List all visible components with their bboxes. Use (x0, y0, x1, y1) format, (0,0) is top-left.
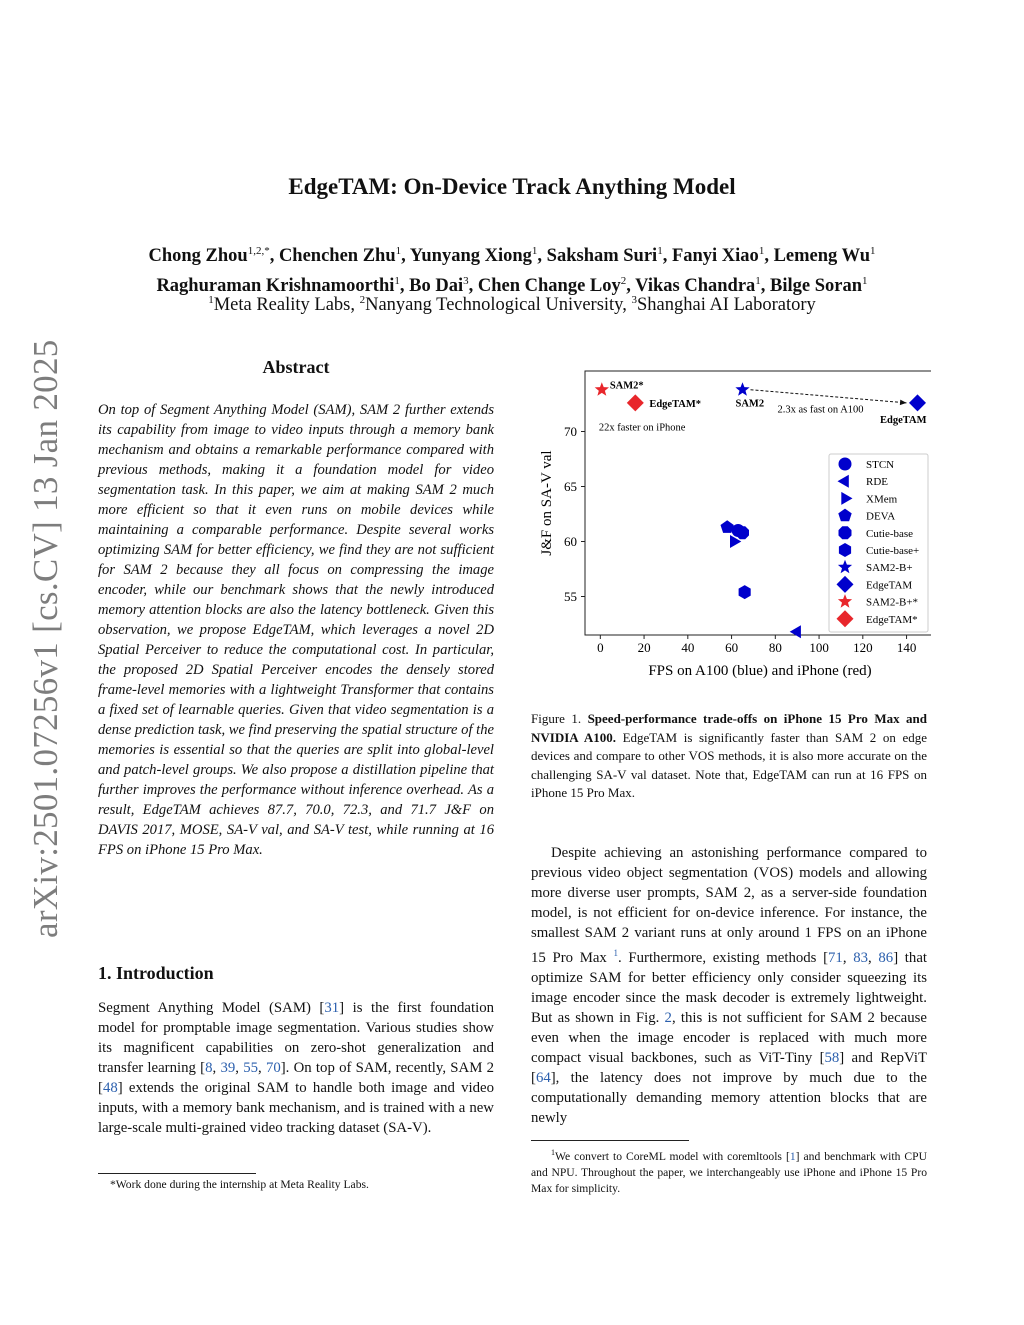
annotation-edgetam-blue: EdgeTAM (880, 414, 927, 426)
author-affil-mark: 1 (657, 245, 663, 257)
x-tick-label: 100 (809, 640, 829, 655)
point-rde (790, 625, 801, 638)
body-text: ] and RepViT [ (531, 1049, 927, 1086)
intro-text: Segment Anything Model (SAM) [ (98, 1000, 325, 1016)
citation-link[interactable]: 8 (205, 1060, 213, 1076)
author-affil-mark: 1 (870, 245, 876, 257)
citation-link[interactable]: 48 (102, 1080, 118, 1096)
author: Bo Dai (409, 276, 464, 297)
annotation-speedup-a100: 2.3x as fast on A100 (777, 404, 864, 416)
y-axis-label: J&F on SA-V val (539, 450, 555, 556)
author-affil-mark: 1 (755, 275, 761, 288)
citation-link[interactable]: 64 (535, 1069, 551, 1086)
point-sam2-b-plus-star (595, 382, 609, 396)
affiliation: Meta Reality Labs (213, 295, 351, 316)
legend-label: SAM2-B+* (866, 596, 919, 609)
y-tick-label: 65 (564, 479, 577, 494)
point-edgetam (909, 394, 926, 411)
legend-marker (839, 526, 852, 539)
legend-label: Cutie-base (866, 527, 914, 540)
citation-link[interactable]: 86 (878, 949, 894, 966)
citation-link[interactable]: 83 (853, 949, 869, 966)
body-text: ], the latency does not improve by much due to the computationally demanding memory attention blocks that are newly (531, 1069, 927, 1126)
paper-title: EdgeTAM: On-Device Track Anything Model (288, 174, 736, 199)
intro-text: ]. On top of SAM, recently, SAM 2 [ (98, 1060, 495, 1096)
legend-label: EdgeTAM* (866, 613, 918, 626)
x-tick-label: 140 (896, 640, 917, 655)
legend-label: RDE (866, 476, 888, 489)
author-affil-mark: 1 (862, 275, 868, 288)
author: Bilge Soran (770, 276, 863, 297)
point-edgetam-star (627, 394, 644, 411)
y-tick-label: 70 (564, 424, 577, 439)
citation-link[interactable]: 58 (824, 1049, 840, 1066)
speedup-arrow-a100 (751, 390, 907, 403)
author: Chong Zhou (148, 246, 248, 267)
intro-text: ] extends the original SAM to handle both image and video inputs, with a memory bank mechanism, and is trained with a new large-scale multi-grained video tracking dataset (SA-V). (98, 1080, 494, 1136)
abstract-text: On top of Segment Anything Model (SAM), SAM 2 further extends its capability from image to video inputs through a memory bank mechanism and obtains a remarkable performance compared with previous methods, making it a foundation model for video segmentation task. In this paper, we aim at making SAM 2 much more efficient so that it even runs on mobile devices while maintaining a comparable performance. Despite several works optimizing SAM for better efficiency, we find they are not sufficient for SAM 2 because they all focus on compressing the image encoder, while our benchmark shows that the newly introduced memory attention blocks are also the latency bottleneck. Given this observation, we propose EdgeTAM, which leverages a novel 2D Spatial Perceiver to reduce the computational cost. In particular, the proposed 2D Spatial Perceiver encodes the densely stored frame-level memories with a lightweight Transformer that contains a fixed set of learnable queries. Given that video segmentation is a dense prediction task, we find preserving the spatial structure of the memories is essential so that the queries are split into global-level and patch-level groups. We also propose a distillation pipeline that further improves the performance without inference overhead. As a result, EdgeTAM achieves 87.7, 70.0, 72.3, and 71.7 J&F on DAVIS 2017, MOSE, SA-V val, and SA-V test, while running at 16 FPS on iPhone 15 Pro Max. (98, 402, 494, 858)
speed-performance-chart (531, 362, 931, 682)
annotation-speedup-iphone: 22x faster on iPhone (598, 422, 686, 434)
author-affil-mark: 1 (395, 245, 402, 257)
point-cutie-base (736, 526, 749, 539)
legend-label: SAM2-B+ (866, 562, 913, 575)
footnote-rule (98, 1173, 256, 1174)
body-text: ] that optimize SAM for better efficiency only consider squeezing its image encoder since the mask decoder is extremely lightweight. But as shown in Fig. (531, 949, 927, 1026)
legend-label: EdgeTAM (866, 579, 913, 592)
author: Saksham Suri (546, 246, 658, 267)
x-tick-label: 120 (853, 640, 873, 655)
body-text: . Furthermore, existing methods [ (618, 949, 829, 966)
author-affil-mark: 1 (531, 245, 538, 257)
y-tick-label: 55 (564, 589, 577, 604)
footnote-text: ] and benchmark with CPU and NPU. Throughout the paper, we interchangeably use iPhone and iPhone 15 Pro Max for simplicity. (531, 1149, 927, 1195)
body-text: , this is not sufficient for SAM 2 because even when the image encoder is replaced with much more compact visual backbones, such as ViT-Tiny [ (531, 1009, 927, 1066)
author-affil-mark: 1,2,* (247, 245, 270, 257)
point-sam2-b-plus (735, 382, 749, 396)
author-affil-mark: 3 (463, 275, 469, 288)
x-tick-label: 40 (681, 640, 695, 655)
affiliation: Shanghai AI Laboratory (636, 295, 816, 316)
affil-mark: 1 (208, 294, 214, 306)
body-text: Despite achieving an astonishing performance compared to previous video object segmentation (VOS) models and allowing more diverse user prompts, SAM 2, as a server-side foundation model, is not efficient for on-device inference. For instance, the smallest SAM 2 variant runs at only around 1 FPS on an iPhone 15 Pro Max (531, 845, 927, 966)
y-ticks (564, 424, 585, 604)
x-tick-label: 60 (725, 640, 739, 655)
author: Yunyang Xiong (409, 246, 532, 267)
x-tick-label: 80 (768, 640, 782, 655)
arxiv-stamp: arXiv:2501.07256v1 [cs.CV] 13 Jan 2025 (26, 339, 65, 938)
author-line-2: Raghuraman Krishnamoorthi$^1$, Bo Dai$^3$, Chen Change Loy$^2$, Vikas Chandra$^1$, Bilge Soran$^1$ (156, 275, 868, 297)
intro-paragraph: Segment Anything Model (SAM) [31] is the first foundation model for promptable image segmentation. Various studies show its magnificent capabilities on zero-shot generalization and transfer learning [8, 39, 55, 70]. On top of SAM, recently, SAM 2 [48] extends the original SAM to handle both image and video inputs, with a memory bank mechanism, and is trained with a new large-scale multi-grained video tracking dataset (SA-V). (98, 1000, 495, 1136)
x-tick-label: 20 (637, 640, 651, 655)
x-ticks (597, 635, 916, 655)
footnote-rule (531, 1140, 689, 1141)
figure-ref-link[interactable]: 2 (664, 1009, 672, 1026)
y-tick-label: 60 (564, 534, 577, 549)
citation-link[interactable]: 71 (828, 949, 843, 966)
legend-label: STCN (866, 459, 895, 471)
author: Vikas Chandra (635, 276, 756, 297)
footnote-right (531, 1145, 927, 1197)
author: Chenchen Zhu (278, 246, 396, 267)
annotation-edgetam-red: EdgeTAM* (649, 398, 702, 410)
author: Lemeng Wu (773, 246, 871, 267)
x-axis-label: FPS on A100 (blue) and iPhone (red) (648, 663, 872, 679)
figure-caption-bold: Speed-performance trade-offs on iPhone 15 Pro Max and NVIDIA A100. (531, 711, 927, 745)
figure-caption (531, 710, 927, 803)
footnote-mark: 1 (551, 1148, 555, 1157)
citation-link[interactable]: 55 (243, 1060, 258, 1076)
citation-link[interactable]: 31 (324, 1000, 340, 1016)
legend-label: Cutie-base+ (866, 545, 920, 557)
x-tick-label: 0 (597, 640, 604, 655)
footnote-left: *Work done during the internship at Meta Reality Labs. (110, 1178, 369, 1191)
footnote-text: We convert to CoreML model with coremltools [ (555, 1149, 790, 1163)
abstract-heading: Abstract (262, 357, 330, 377)
point-deva (721, 520, 734, 533)
affiliations: $^1$Meta Reality Labs, $^2$Nanyang Technological University, $^3$Shanghai AI Laboratory (208, 294, 816, 316)
affiliation: Nanyang Technological University (365, 295, 623, 316)
citation-link[interactable]: 70 (265, 1060, 281, 1076)
author-affil-mark: 1 (394, 275, 400, 288)
author: Fanyi Xiao (671, 246, 759, 267)
annotation-sam2-red: SAM2* (609, 380, 644, 392)
affil-mark: 3 (631, 294, 637, 306)
legend-label: DEVA (866, 510, 896, 523)
legend-label: XMem (866, 493, 898, 506)
author: Chen Change Loy (477, 276, 621, 297)
affil-mark: 2 (359, 294, 366, 306)
citation-link[interactable]: 1 (789, 1149, 796, 1163)
author-line-1: Chong Zhou$^{1,2,*}$, Chenchen Zhu$^1$, Yunyang Xiong$^1$, Saksham Suri$^1$, Fanyi Xiao$^1$, Lemeng Wu$^1$ (148, 245, 876, 267)
figure-label: Figure 1. (531, 711, 582, 726)
author-affil-mark: 1 (758, 245, 765, 257)
intro-paragraph-right: Despite achieving an astonishing performance compared to previous video object segmentation (VOS) models and allowing more diverse user prompts, SAM 2, as a server-side foundation model, is not efficient for on-device inference. For instance, the smallest SAM 2 variant runs at only around 1 FPS on an iPhone 15 Pro Max $^1$. Furthermore, existing methods [71, 83, 86] that optimize SAM for better efficiency only consider squeezing its image encoder since the mask decoder is extremely lightweight. But as shown in Fig. 2, this is not sufficient for SAM 2 because even when the image encoder is replaced with much more compact visual backbones, such as ViT-Tiny [58] and RepViT [64], the latency does not improve by much due to the computationally demanding memory attention blocks that are newly (531, 845, 927, 1126)
footnote-ref-link[interactable]: 1 (613, 948, 619, 958)
intro-text: ] is the first foundation model for promptable image segmentation. Various studies show its magnificent capabilities on zero-shot generalization and transfer learning [ (98, 1000, 494, 1076)
citation-link[interactable]: 39 (220, 1060, 236, 1076)
intro-heading: 1. Introduction (98, 963, 214, 983)
author-affil-mark: 2 (620, 275, 627, 288)
point-cutie-base-plus (739, 585, 751, 599)
legend-marker (839, 458, 852, 471)
figure-caption-text: EdgeTAM is significantly faster than SAM 2 on edge devices and compare to other VOS methods, it is also more accurate on the challenging SA-V val dataset. Note that, EdgeTAM can run at 16 FPS on iPhone 15 Pro Max. (531, 729, 927, 801)
annotation-sam2-blue: SAM2 (735, 398, 765, 410)
author: Raghuraman Krishnamoorthi (156, 276, 395, 297)
